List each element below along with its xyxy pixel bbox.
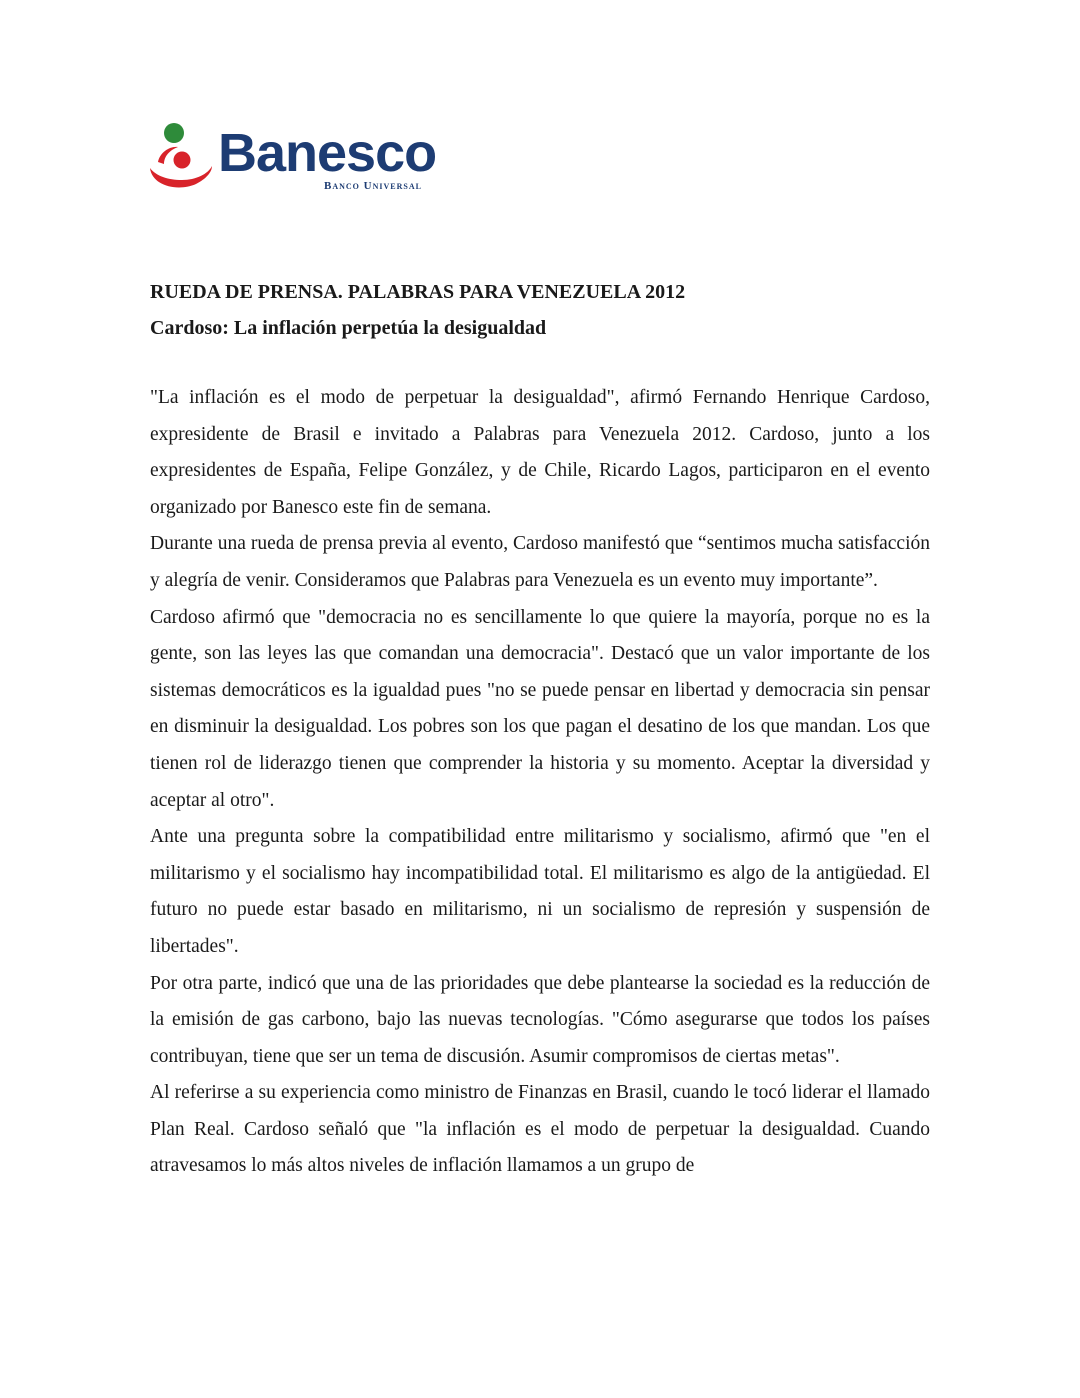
article-body — [150, 380, 930, 1185]
emblem-red-swoosh — [150, 166, 212, 187]
article-paragraph: Por otra parte, indicó que una de las prioridades que debe plantearse la sociedad es la reducción de la emisión de gas carbono, bajo las nuevas tecnologías. "Cómo asegurarse que todos los países contribuyan, tiene que ser un tema de discusión. Asumir compromisos de ciertas metas". — [150, 972, 930, 1067]
article-paragraph: Durante una rueda de prensa previa al evento, Cardoso manifestó que “sentimos mucha satisfacción y alegría de venir. Consideramos que Palabras para Venezuela es un evento muy importante”. — [150, 533, 930, 591]
banesco-emblem-icon — [148, 122, 214, 192]
article-headline: Cardoso: La inflación perpetúa la desigualdad — [150, 317, 547, 339]
article-paragraph: Al referirse a su experiencia como ministro de Finanzas en Brasil, cuando le tocó liderar el llamado Plan Real. Cardoso señaló que "la inflación es el modo de perpetuar la desigualdad. Cuando atravesamos lo más altos niveles de inflación llamamos a un grupo de — [150, 1082, 930, 1177]
logo-tagline: Banco Universal — [324, 180, 422, 192]
article-paragraph: Cardoso afirmó que "democracia no es sencillamente lo que quiere la mayoría, porque no es la gente, son las leyes las que comandan una democracia". Destacó que un valor importante de los sistemas democráticos es la igualdad pues "no se puede pensar en libertad y democracia sin pensar en disminuir la desigualdad. Los pobres son los que pagan el desatino de los que mandan. Los que tienen rol de liderazgo tienen que comprender la historia y su momento. Aceptar la diversidad y aceptar al otro". — [150, 606, 930, 811]
emblem-green-dot — [164, 123, 184, 143]
article-paragraph: "La inflación es el modo de perpetuar la desigualdad", afirmó Fernando Henrique Cardoso, expresidente de Brasil e invitado a Palabras para Venezuela 2012. Cardoso, junto a los expresidentes de España, Felipe González, y de Chile, Ricardo Lagos, participaron en el evento organizado por Banesco este fin de semana. — [150, 387, 930, 518]
article-kicker: RUEDA DE PRENSA. PALABRAS PARA VENEZUELA 2012 — [150, 281, 686, 303]
banesco-logo — [148, 122, 458, 196]
article-paragraph: Ante una pregunta sobre la compatibilidad entre militarismo y socialismo, afirmó que "en el militarismo y el socialismo hay incompatibilidad total. El militarismo es algo de la antigüedad. El futuro no puede estar basado en militarismo, ni un socialismo de represión y suspensión de libertades". — [150, 826, 930, 957]
article-header — [150, 274, 930, 346]
emblem-red-dot — [174, 152, 191, 169]
logo-wordmark: Banesco — [218, 123, 437, 183]
